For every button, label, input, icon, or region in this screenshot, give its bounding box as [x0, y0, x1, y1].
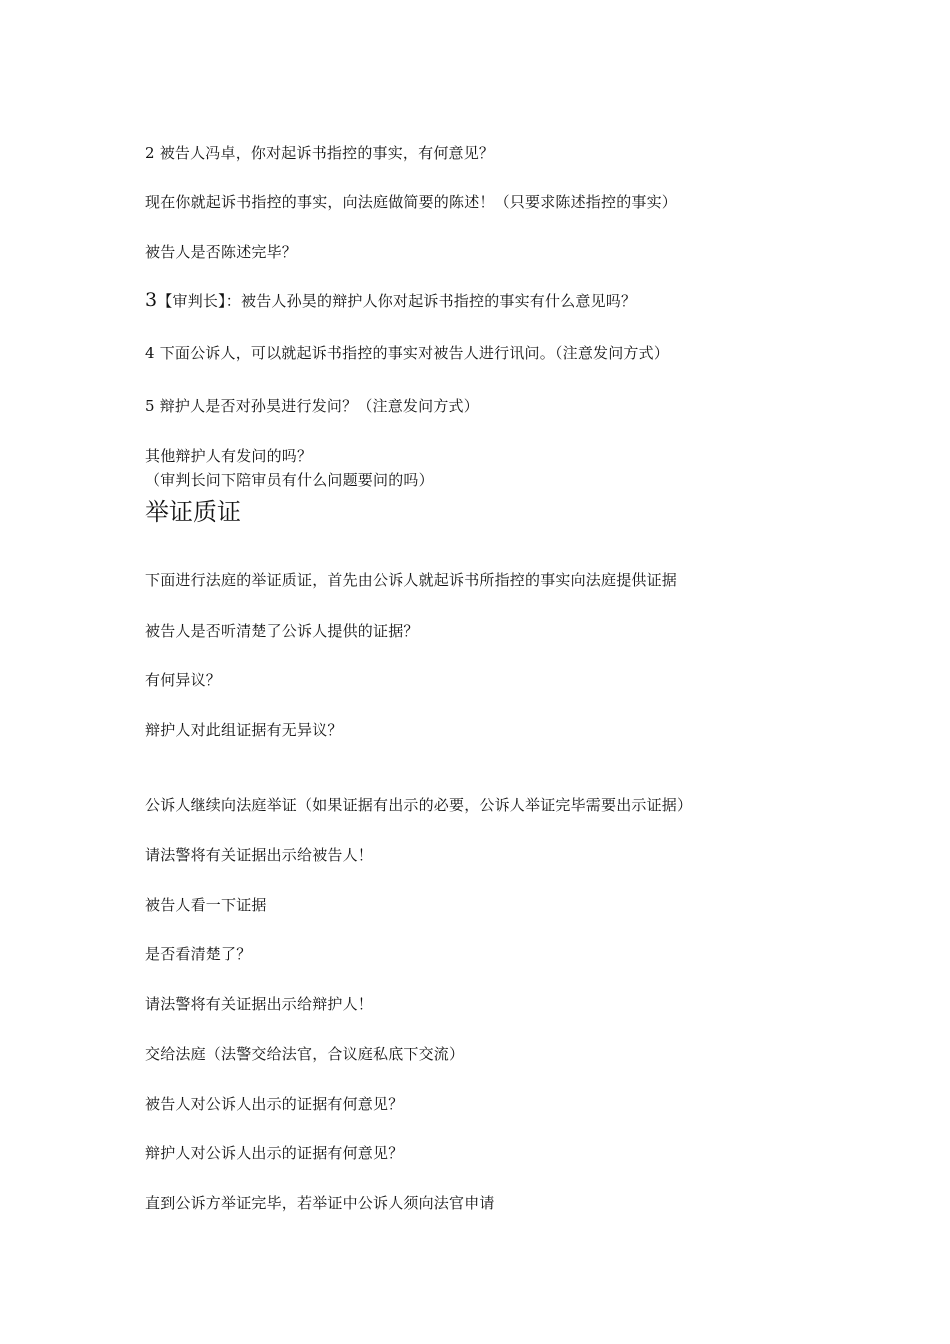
section-line-1: 下面进行法庭的举证质证，首先由公诉人就起诉书所指控的事实向法庭提供证据 [145, 571, 678, 589]
text-line-6: 5 辩护人是否对孙昊进行发问？（注意发问方式） [145, 397, 479, 415]
text-line-8: （审判长问下陪审员有什么问题要问的吗） [145, 471, 434, 489]
text-line-2: 现在你就起诉书指控的事实，向法庭做简要的陈述！（只要求陈述指控的事实） [145, 193, 678, 211]
section-line-13: 直到公诉方举证完毕，若举证中公诉人须向法官申请 [145, 1194, 495, 1212]
section-line-2: 被告人是否听清楚了公诉人提供的证据？ [145, 622, 419, 640]
section-line-9: 请法警将有关证据出示给辩护人！ [145, 995, 374, 1013]
section-line-10: 交给法庭（法警交给法官，合议庭私底下交流） [145, 1045, 465, 1063]
section-line-3: 有何异议？ [145, 671, 222, 689]
text-line-7: 其他辩护人有发问的吗？ [145, 447, 313, 465]
section-line-11: 被告人对公诉人出示的证据有何意见？ [145, 1095, 404, 1113]
section-heading: 举证质证 [145, 498, 241, 526]
section-line-7: 被告人看一下证据 [145, 896, 267, 914]
text-line-3: 被告人是否陈述完毕？ [145, 243, 298, 261]
section-line-12: 辩护人对公诉人出示的证据有何意见？ [145, 1144, 404, 1162]
section-line-4: 辩护人对此组证据有无异议？ [145, 721, 343, 739]
item-number: 3 [145, 289, 158, 311]
section-line-6: 请法警将有关证据出示给被告人！ [145, 846, 374, 864]
section-line-5: 公诉人继续向法庭举证（如果证据有出示的必要，公诉人举证完毕需要出示证据） [145, 796, 693, 814]
text-line-4 [145, 290, 636, 311]
text-line-5: 4 下面公诉人，可以就起诉书指控的事实对被告人进行讯问。（注意发问方式） [145, 344, 670, 362]
text-line-1: 2 被告人冯卓，你对起诉书指控的事实，有何意见？ [145, 144, 495, 162]
text-line-4-body: 【审判长】：被告人孙昊的辩护人你对起诉书指控的事实有什么意见吗？ [157, 292, 637, 310]
section-line-8: 是否看清楚了？ [145, 945, 252, 963]
